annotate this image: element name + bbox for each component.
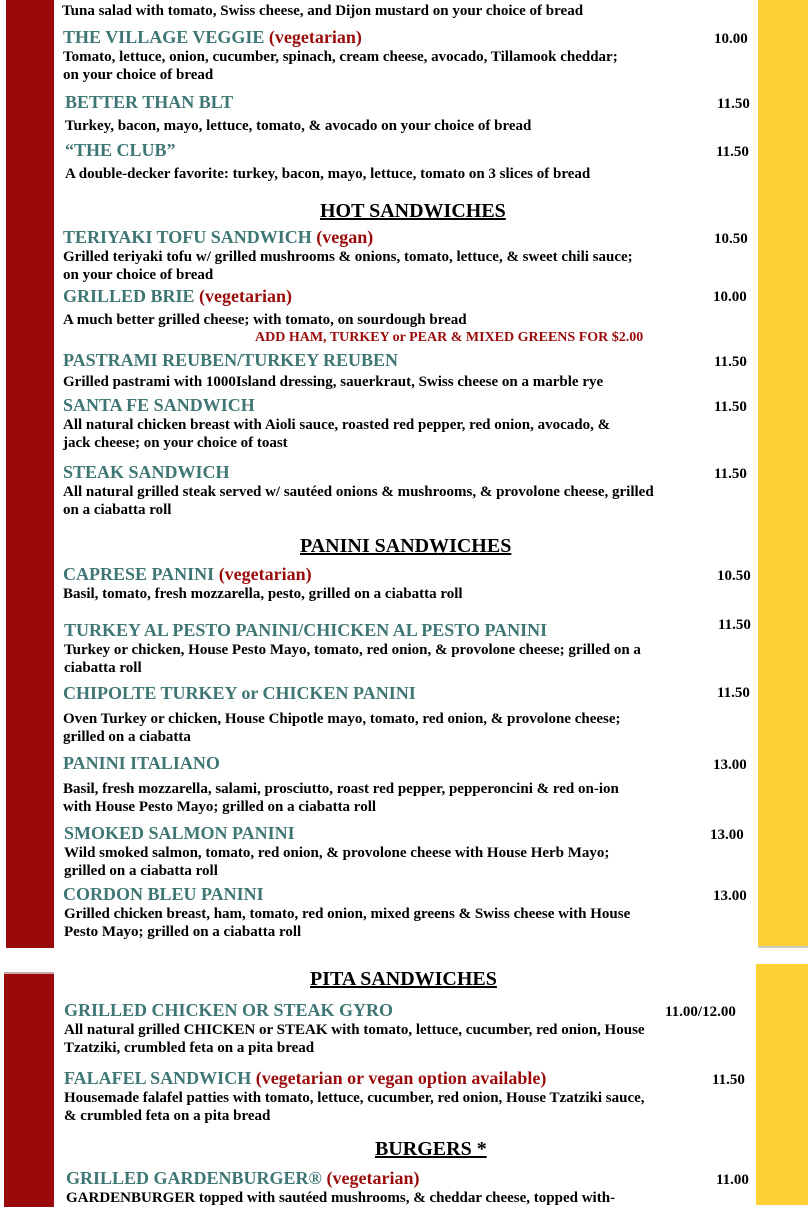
right-yellow-border-lower [756, 964, 808, 1205]
menu-item-steak-sandwich [63, 462, 663, 519]
menu-item-village-veggie [63, 27, 653, 84]
item-description: Grilled teriyaki tofu w/ grilled mushrooms & onions, tomato, lettuce, & sweet chili sauce; on your choice of bread [63, 249, 633, 283]
item-price: 10.50 [717, 568, 751, 584]
item-description: All natural grilled CHICKEN or STEAK with tomato, lettuce, cucumber, red onion, House Tzatziki, crumbled feta on a pita bread [64, 1022, 645, 1056]
item-price: 10.50 [714, 231, 748, 247]
section-heading-hot-sandwiches: HOT SANDWICHES [320, 200, 506, 222]
item-description: GARDENBURGER topped with sautéed mushrooms, & cheddar cheese, topped with- [66, 1190, 616, 1206]
item-description: All natural chicken breast with Aioli sauce, roasted red pepper, red onion, avocado, & jack cheese; on your choice of toast [63, 417, 611, 451]
section-heading-pita-sandwiches: PITA SANDWICHES [310, 968, 497, 990]
item-price: 11.50 [714, 466, 747, 482]
item-description: All natural grilled steak served w/ sautéed onions & mushrooms, & provolone cheese, grilled on a ciabatta roll [63, 484, 654, 518]
menu-item-cordon-bleu-panini [63, 884, 663, 941]
item-description: A much better grilled cheese; with tomato, on sourdough bread [63, 312, 467, 328]
item-description: Wild smoked salmon, tomato, red onion, & provolone cheese with House Herb Mayo; grilled on a ciabatta roll [64, 845, 610, 879]
item-description: Grilled pastrami with 1000Island dressing, sauerkraut, Swiss cheese on a marble rye [63, 374, 604, 390]
menu-item-pastrami-reuben [63, 350, 683, 391]
section-heading-burgers: BURGERS * [375, 1138, 487, 1160]
menu-item-falafel [64, 1068, 664, 1125]
left-red-border-lower [4, 972, 54, 1207]
menu-item-gardenburger [66, 1168, 666, 1207]
item-name: STEAK SANDWICH [63, 462, 230, 482]
item-tag: (vegetarian or vegan option available) [255, 1068, 547, 1088]
item-description: Oven Turkey or chicken, House Chipotle mayo, tomato, red onion, & provolone cheese; grilled on a ciabatta [63, 711, 621, 745]
item-description: Turkey or chicken, House Pesto Mayo, tomato, red onion, & provolone cheese; grilled on a ciabatta roll [64, 642, 641, 676]
item-description: Grilled chicken breast, ham, tomato, red onion, mixed greens & Swiss cheese with House Pesto Mayo; grilled on a ciabatta roll [64, 906, 631, 940]
item-price: 11.50 [712, 1072, 745, 1088]
item-name: THE VILLAGE VEGGIE [63, 27, 265, 47]
menu-item-teriyaki-tofu [63, 227, 653, 284]
item-name: SANTA FE SANDWICH [63, 395, 255, 415]
item-name: CAPRESE PANINI [63, 564, 215, 584]
item-name: “THE CLUB” [65, 140, 176, 160]
item-name: GRILLED BRIE [63, 286, 195, 306]
section-heading-panini-sandwiches: PANINI SANDWICHES [300, 535, 512, 557]
item-description: Tomato, lettuce, onion, cucumber, spinach, cream cheese, avocado, Tillamook cheddar; on your choice of bread [63, 49, 618, 83]
menu-item-caprese-panini [63, 564, 653, 603]
left-red-border-upper [6, 0, 54, 948]
item-price: 13.00 [710, 827, 744, 843]
item-description: A double-decker favorite: turkey, bacon, mayo, lettuce, tomato on 3 slices of bread [65, 166, 591, 182]
item-name: FALAFEL SANDWICH [64, 1068, 252, 1088]
item-name: GRILLED CHICKEN OR STEAK GYRO [64, 1000, 394, 1020]
item-price: 11.50 [717, 96, 750, 112]
menu-item-panini-italiano [63, 753, 653, 816]
item-name: BETTER THAN BLT [65, 92, 234, 112]
menu-item-chipolte-panini [63, 683, 653, 746]
item-description: Basil, tomato, fresh mozzarella, pesto, grilled on a ciabatta roll [63, 586, 463, 602]
item-name: TURKEY AL PESTO PANINI/CHICKEN AL PESTO PANINI [64, 620, 548, 640]
item-price: 10.00 [714, 31, 748, 47]
item-tag: (vegan) [316, 227, 374, 247]
item-description: Housemade falafel patties with tomato, lettuce, cucumber, red onion, House Tzatziki sauce, & crumbled feta on a pita bread [64, 1090, 645, 1124]
menu-item-santa-fe [63, 395, 653, 452]
item-name: TERIYAKI TOFU SANDWICH [63, 227, 312, 247]
item-description: Basil, fresh mozzarella, salami, prosciutto, roast red pepper, pepperoncini & red on-ion with House Pesto Mayo; grilled on a ciabatta roll [63, 781, 619, 815]
add-on-note: ADD HAM, TURKEY or PEAR & MIXED GREENS FOR $2.00 [255, 330, 644, 345]
menu-item-turkey-pesto-panini [64, 620, 664, 677]
item-tag: (vegetarian) [199, 286, 293, 306]
menu-item-better-blt [65, 92, 665, 135]
item-price: 11.50 [716, 144, 749, 160]
item-price: 13.00 [713, 888, 747, 904]
item-name: SMOKED SALMON PANINI [64, 823, 295, 843]
item-price: 11.00 [716, 1172, 749, 1188]
item-description: Turkey, bacon, mayo, lettuce, tomato, & avocado on your choice of bread [65, 118, 532, 134]
item-name: GRILLED GARDENBURGER® [66, 1168, 322, 1188]
tuna-salad-description: Tuna salad with tomato, Swiss cheese, and Dijon mustard on your choice of bread [62, 3, 584, 19]
item-name: CORDON BLEU PANINI [63, 884, 264, 904]
menu-item-grilled-brie [63, 286, 663, 329]
menu-item-smoked-salmon-panini [64, 823, 664, 880]
menu-item-the-club [65, 140, 685, 183]
item-price: 10.00 [713, 289, 747, 305]
item-price: 11.00/12.00 [665, 1004, 736, 1020]
item-price: 13.00 [713, 757, 747, 773]
item-price: 11.50 [718, 617, 751, 633]
item-tag: (vegetarian) [326, 1168, 420, 1188]
item-name: PASTRAMI REUBEN/TURKEY REUBEN [63, 350, 399, 370]
item-price: 11.50 [714, 399, 747, 415]
item-price: 11.50 [717, 685, 750, 701]
right-yellow-border-upper [758, 0, 808, 948]
item-name: PANINI ITALIANO [63, 753, 220, 773]
item-tag: (vegetarian) [218, 564, 312, 584]
item-name: CHIPOLTE TURKEY or CHICKEN PANINI [63, 683, 416, 703]
item-price: 11.50 [714, 354, 747, 370]
menu-item-gyro [64, 1000, 654, 1057]
item-tag: (vegetarian) [268, 27, 362, 47]
